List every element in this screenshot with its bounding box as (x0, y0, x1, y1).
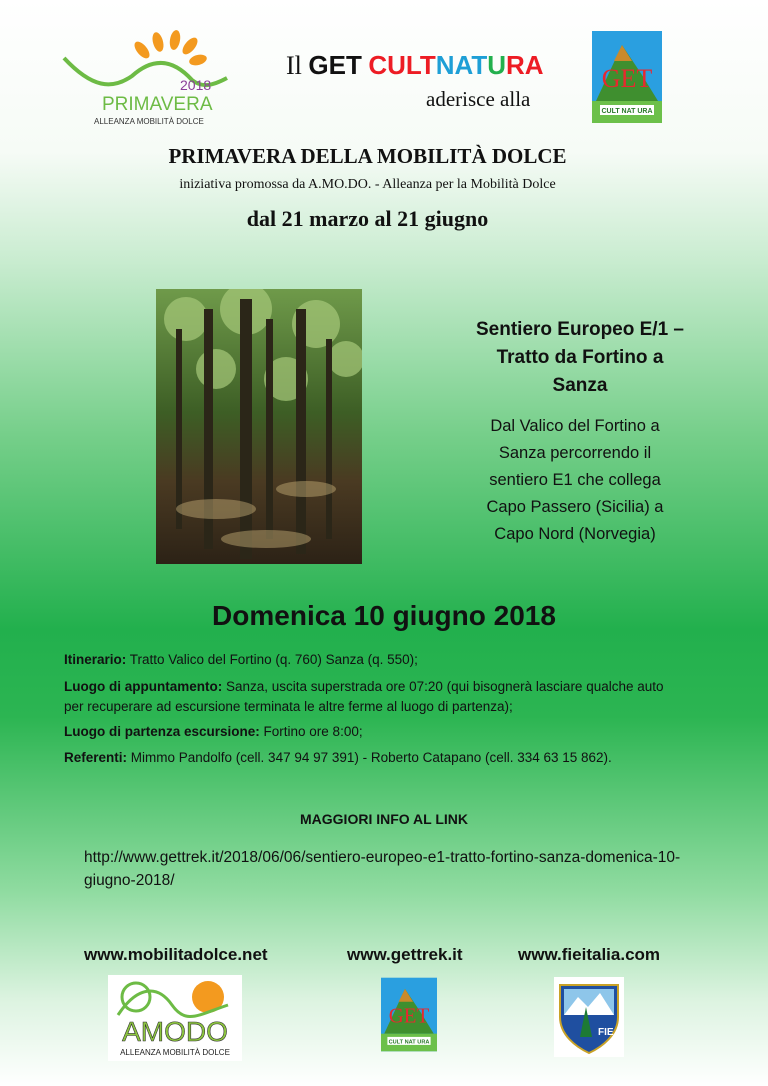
meeting-point-label: Luogo di appuntamento: (64, 679, 223, 694)
meeting-point-row (64, 677, 684, 717)
get-letters: GET (601, 64, 653, 93)
site-mobilitadolce[interactable]: www.mobilitadolce.net (84, 945, 268, 964)
contacts-label: Referenti: (64, 750, 128, 765)
fie-shield-logo (554, 977, 624, 1057)
primavera-year: 2018 (180, 77, 212, 93)
get-caption-small: CULT NAT URA (388, 1039, 430, 1046)
itinerary-value: Tratto Valico del Fortino (q. 760) Sanza (q. 550); (126, 652, 418, 667)
header-get: GET (308, 50, 362, 80)
amodo-caption: ALLEANZA MOBILITÀ DOLCE (120, 1048, 230, 1057)
brand-part-2: U (487, 50, 507, 80)
itinerary-row (64, 650, 684, 670)
forest-photo (156, 289, 362, 564)
header-line2: aderisce alla (426, 87, 531, 111)
meeting-point-value: Sanza, uscita superstrada ore 07:20 (qui bisognerà lasciare qualche auto per recuperare ad escursione terminata le altre ferme al luogo di partenza); (64, 679, 664, 714)
page-title: PRIMAVERA DELLA MOBILITÀ DOLCE (168, 144, 567, 168)
event-title: Sentiero Europeo E/1 – Tratto da Fortino a Sanza (476, 319, 684, 396)
more-info-heading: MAGGIORI INFO AL LINK (300, 811, 468, 827)
departure-label: Luogo di partenza escursione: (64, 724, 260, 739)
event-description: Dal Valico del Fortino a Sanza percorrendo il sentiero E1 che collega Capo Passero (Sicilia) a Capo Nord (Norvegia) (486, 417, 664, 543)
header-prefix: Il (286, 51, 302, 80)
header-cultnatura (368, 50, 543, 80)
get-caption: CULT NAT URA (601, 108, 653, 115)
get-cultnatura-logo (592, 31, 662, 123)
amodo-logo (108, 975, 242, 1061)
departure-value: Fortino ore 8:00; (259, 724, 363, 739)
primavera-caption: ALLEANZA MOBILITÀ DOLCE (94, 117, 204, 126)
itinerary-label: Itinerario: (64, 652, 127, 667)
site-fieitalia[interactable]: www.fieitalia.com (518, 945, 661, 964)
brand-part-3: RA (506, 50, 544, 80)
fie-letters: FIE (598, 1027, 614, 1038)
site-gettrek[interactable]: www.gettrek.it (347, 945, 463, 964)
page-subtitle: iniziativa promossa da A.MO.DO. - Alleanza per la Mobilità Dolce (179, 177, 556, 192)
main-date: Domenica 10 giugno 2018 (212, 600, 556, 631)
get-letters-small: GET (388, 1004, 430, 1028)
date-range: dal 21 marzo al 21 giugno (246, 206, 489, 231)
header-line1 (286, 50, 544, 81)
primavera-word: PRIMAVERA (102, 94, 213, 115)
get-cultnatura-logo-small (381, 977, 437, 1052)
brand-part-0: CULT (368, 50, 436, 80)
contacts-value: Mimmo Pandolfo (cell. 347 94 97 391) - Roberto Catapano (cell. 334 63 15 862). (127, 750, 612, 765)
departure-row (64, 722, 684, 742)
brand-part-1: NAT (435, 50, 488, 80)
primavera-2018-logo (62, 28, 232, 128)
info-link[interactable]: http://www.gettrek.it/2018/06/06/sentiero-europeo-e1-tratto-fortino-sanza-domenica-10-giugno-2018/ (84, 849, 681, 889)
amodo-word: AMODO (122, 1016, 228, 1047)
contacts-row (64, 748, 684, 768)
